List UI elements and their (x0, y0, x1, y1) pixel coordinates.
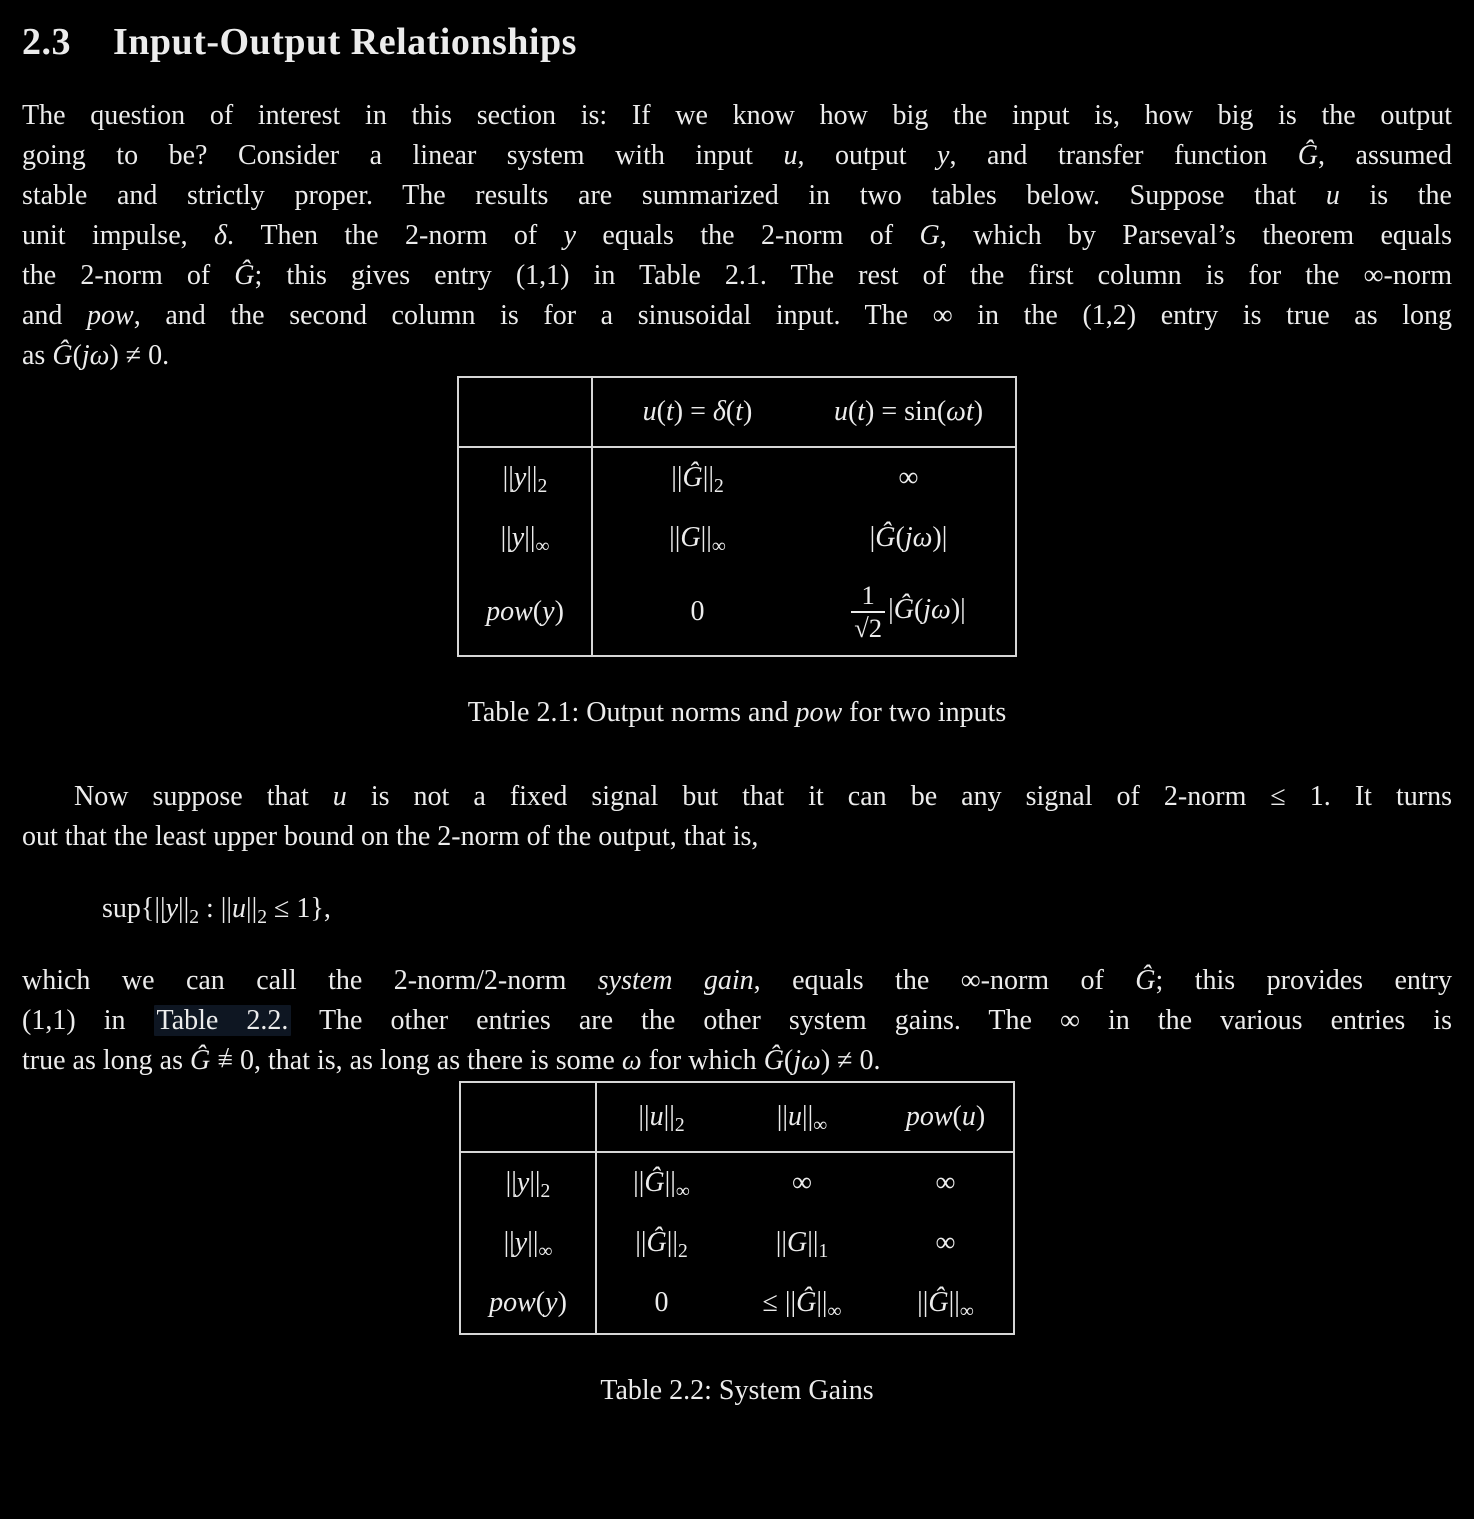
table-cell: |Ĝ(jω)| (869, 522, 948, 553)
text-line: out that the least upper bound on the 2-norm of the output, that is, (22, 821, 759, 853)
column-header-u2: $||u||_2$ (596, 1082, 726, 1152)
table-cell: $||Ĝ||_2$ (671, 462, 724, 497)
section-heading (22, 20, 1452, 64)
column-header-impulse: u(t) = δ(t) (592, 377, 802, 447)
row-label-yinf: $||y||_\infty$ (460, 1213, 596, 1273)
paragraph-system-gain (22, 961, 1452, 1081)
table-cell: ∞ (935, 1167, 956, 1199)
text-line: true as long as Ĝ ≡ / 0, that is, as long as there is some ω for which Ĝ(jω) ≠ 0. (22, 1041, 1452, 1081)
row-label-y2: $||y||_2$ (460, 1152, 596, 1213)
table-2-2-caption: Table 2.2: System Gains (600, 1375, 874, 1407)
text-line: and pow, and the second column is for a sinusoidal input. The ∞ in the (1,2) entry is true as long (22, 300, 1452, 331)
table-cell: $||Ĝ||_\infty$ (917, 1287, 974, 1323)
table-cell: $||Ĝ||_2$ (635, 1227, 688, 1263)
column-header-sinusoid: u(t) = sin(ωt) (802, 377, 1016, 447)
section-title: Input-Output Relationships (113, 21, 577, 63)
table-row (460, 1152, 1014, 1213)
table-2-2 (459, 1081, 1015, 1335)
table-cell: ∞ (898, 462, 919, 493)
text-line: which we can call the 2-norm/2-norm system gain, equals the ∞-norm of Ĝ; this provides entry (22, 965, 1453, 997)
text-line: as Ĝ(jω) ≠ 0. (22, 340, 170, 371)
column-header-uinf: $||u||_\infty$ (726, 1082, 878, 1152)
table-2-1 (457, 376, 1017, 657)
text-line: Now suppose that u is not a fixed signal but that it can be any signal of 2-norm ≤ 1. It turns (74, 781, 1452, 813)
table-cell: $||G||_1$ (775, 1227, 829, 1263)
text-line: the 2-norm of Ĝ; this gives entry (1,1) in Table 2.1. The rest of the first column is for the ∞-norm (22, 260, 1452, 291)
row-label-pow: pow(y) (460, 1273, 596, 1334)
paragraph-intro (22, 96, 1452, 376)
row-label-y2: $||y||_2$ (458, 447, 592, 508)
table-cell: $||G||_\infty$ (669, 522, 726, 557)
table-2-2-link[interactable]: Table 2.2. (154, 1005, 292, 1036)
table-2-1-caption: Table 2.1: Output norms and pow for two inputs (467, 697, 1007, 729)
table-corner-cell (460, 1082, 596, 1152)
table-cell: $||Ĝ||_\infty$ (633, 1167, 690, 1203)
text-line: (1,1) in Table 2.2. The other entries are the other system gains. The ∞ in the various entries is (22, 1005, 1452, 1037)
section-number: 2.3 (22, 21, 71, 63)
table-cell: ∞ (792, 1167, 812, 1199)
paragraph-suppose (22, 777, 1452, 857)
table-corner-cell (458, 377, 592, 447)
table-cell: $\frac{1}{√2}$ |Ĝ(jω)| (802, 568, 1016, 656)
table-row (460, 1273, 1014, 1334)
table-cell: 0 (654, 1287, 669, 1319)
table-cell: 0 (690, 595, 705, 627)
table-cell: ∞ (935, 1227, 956, 1259)
formula-sup-gain: $sup\{||y||_2$ : $||u||_2 \le 1$}, (102, 893, 331, 929)
table-row (458, 447, 1016, 508)
text-line: unit impulse, δ. Then the 2-norm of y equals the 2-norm of G, which by Parseval’s theorem equals (22, 220, 1452, 251)
table-row (458, 568, 1016, 656)
table-2-1-header-row (458, 377, 1016, 447)
table-row (460, 1213, 1014, 1273)
text-line: stable and strictly proper. The results are summarized in two tables below. Suppose that u is the (22, 180, 1452, 211)
table-row (458, 508, 1016, 568)
column-header-powu: pow(u) (878, 1082, 1014, 1152)
table-2-2-header-row (460, 1082, 1014, 1152)
row-label-pow: pow(y) (458, 568, 592, 656)
text-line: going to be? Consider a linear system with input u, output y, and transfer function Ĝ, assumed (22, 140, 1452, 171)
text-line: The question of interest in this section is: If we know how big the input is, how big is the output (22, 100, 1452, 131)
table-cell: ≤ $||Ĝ||_\infty$ (762, 1287, 842, 1323)
row-label-yinf: $||y||_\infty$ (458, 508, 592, 568)
fraction: $\frac{1}{√2}$ (851, 580, 885, 643)
